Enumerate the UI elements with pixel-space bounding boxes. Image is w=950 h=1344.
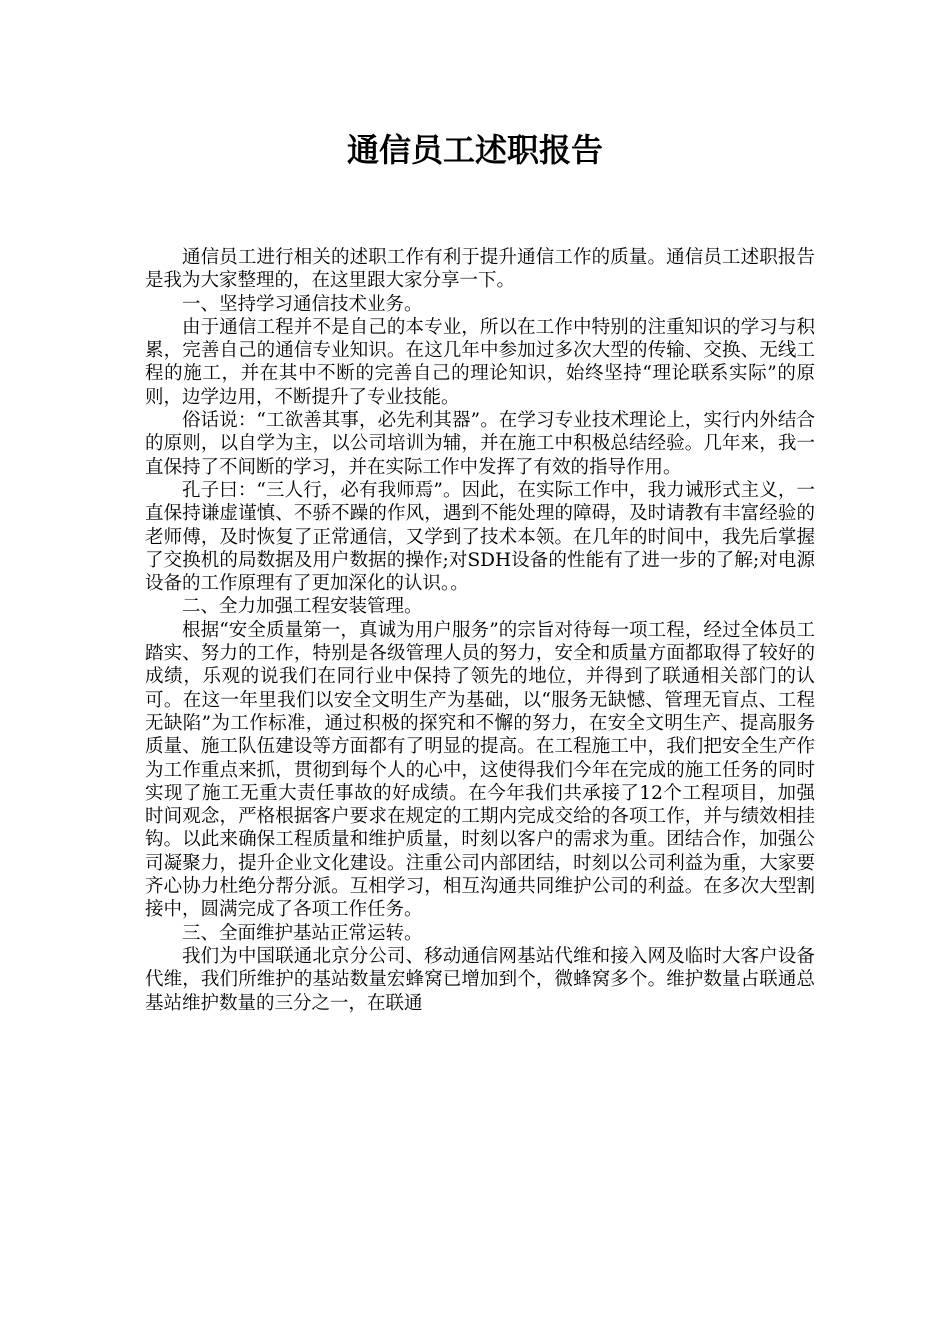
paragraph: 孔子曰：“三人行，必有我师焉”。因此，在实际工作中，我力诫形式主义，一直保持谦虚谨慎、不骄不躁的作风，遇到不能处理的障碍，及时请教有丰富经验的老师傅，及时恢复了正常通信，又学到了技术本领。在几年的时间中，我先后掌握了交换机的局数据及用户数据的操作;对SDH设备的性能有了进一步的了解;对电源设备的工作原理有了更加深化的认识。。 <box>145 479 815 595</box>
paragraph: 由于通信工程并不是自己的本专业，所以在工作中特别的注重知识的学习与积累，完善自己的通信专业知识。在这几年中参加过多次大型的传输、交换、无线工程的施工，并在其中不断的完善自己的理论知识，始终坚持“理论联系实际”的原则，边学边用，不断提升了专业技能。 <box>145 316 815 408</box>
page-title: 通信员工述职报告 <box>346 131 603 169</box>
section-heading-2: 二、全力加强工程安装管理。 <box>182 596 423 618</box>
paragraph: 我们为中国联通北京分公司、移动通信网基站代维和接入网及临时大客户设备代维，我们所维护的基站数量宏蜂窝已增加到个，微蜂窝多个。维护数量占联通总基站维护数量的三分之一，在联通 <box>145 945 815 1014</box>
paragraph-intro: 通信员工进行相关的述职工作有利于提升通信工作的质量。通信员工述职报告是我为大家整理的，在这里跟大家分享一下。 <box>145 247 815 292</box>
section-heading-3: 三、全面维护基站正常运转。 <box>182 922 423 944</box>
paragraph: 根据“安全质量第一，真诚为用户服务”的宗旨对待每一项工程，经过全体员工踏实、努力的工作，特别是各级管理人员的努力，安全和质量方面都取得了较好的成绩，乐观的说我们在同行业中保持了领先的地位，并得到了联通相关部门的认可。在这一年里我们以安全文明生产为基础，以“服务无缺憾、管理无盲点、工程无缺陷”为工作标准，通过积极的探究和不懈的努力，在安全文明生产、提高服务质量、施工队伍建设等方面都有了明显的提高。在工程施工中，我们把安全生产作为工作重点来抓，贯彻到每个人的心中，这使得我们今年在完成的施工任务的同时实现了施工无重大责任事故的好成绩。在今年我们共承接了12个工程项目，加强时间观念，严格根据客户要求在规定的工期内完成交给的各项工作，并与绩效相挂钩。以此来确保工程质量和维护质量，时刻以客户的需求为重。团结合作，加强公司凝聚力，提升企业文化建设。注重公司内部团结，时刻以公司利益为重，大家要齐心协力杜绝分帮分派。互相学习，相互沟通共同维护公司的利益。在多次大型割接中，圆满完成了各项工作任务。 <box>145 619 815 921</box>
section-heading-1: 一、坚持学习通信技术业务。 <box>182 293 423 315</box>
document-body <box>145 246 815 1015</box>
paragraph: 俗话说：“工欲善其事，必先利其器”。在学习专业技术理论上，实行内外结合的原则，以自学为主，以公司培训为辅，并在施工中积极总结经验。几年来，我一直保持了不间断的学习，并在实际工作中发挥了有效的指导作用。 <box>145 410 815 478</box>
